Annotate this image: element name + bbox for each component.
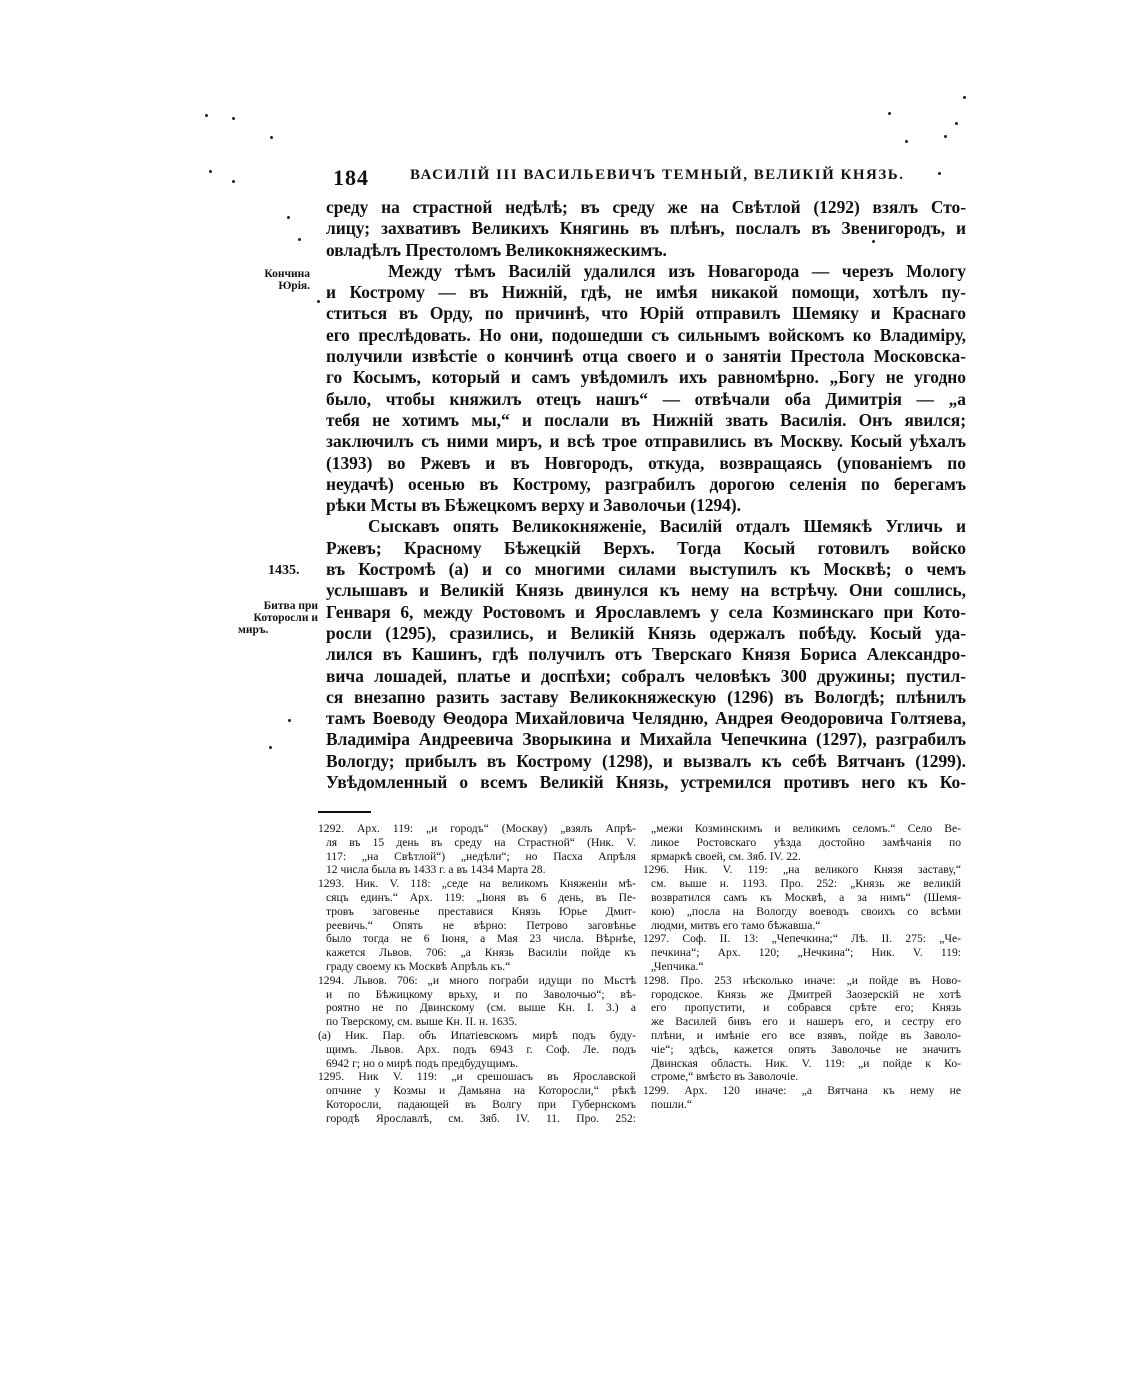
body-line: его преслѣдовать. Но они, подошедши съ сильнымъ войскомъ ко Владиміру, bbox=[326, 324, 966, 345]
margin-note-line: Кончина bbox=[264, 268, 310, 280]
footnote-line: кажется Львов. 706: „а Князь Василіи пойде къ bbox=[326, 946, 636, 960]
scan-speck bbox=[232, 180, 235, 183]
footnote-line: ля въ 15 день въ среду на Страстной“ (Ник. V. bbox=[326, 835, 636, 849]
scan-speck bbox=[209, 170, 212, 173]
footnotes-left-column bbox=[318, 822, 636, 1126]
body-line: услышавъ и Великій Князь двинулся къ нему на встрѣчу. Они сошлись, bbox=[326, 580, 966, 601]
footnote-line: „межи Козминскимъ и великимъ селомъ.“ Село Ве- bbox=[651, 822, 961, 835]
footnote-line: см. выше н. 1193. Про. 252: „Князь же великій bbox=[651, 877, 961, 891]
body-line: (1393) во Ржевъ и въ Новгородъ, откуда, возвращаясь (упованіемъ по bbox=[326, 452, 966, 473]
footnote-line: 1299. Арх. 120 иначе: „а Вятчана къ нему не bbox=[643, 1084, 961, 1098]
footnote-rule bbox=[318, 811, 371, 813]
body-text bbox=[326, 197, 966, 793]
page-number: 184 bbox=[333, 165, 369, 190]
margin-note-battle bbox=[226, 600, 318, 636]
body-line: вича лошадей, платье и доспѣхи; собралъ человѣкъ 300 дружины; пустил- bbox=[326, 665, 966, 686]
scan-speck bbox=[888, 112, 891, 115]
footnote-line: 1292. Арх. 119: „и городъ“ (Москву) „взялъ Апрѣ- bbox=[318, 822, 636, 835]
footnote-line: возвратился самъ къ Москвѣ, а за нимъ“ (Шемя- bbox=[651, 890, 961, 904]
scan-speck bbox=[288, 719, 291, 722]
margin-note-line: миръ. bbox=[238, 624, 269, 636]
footnote-line: ликое Ростовскаго уѣзда достойно замѣчанія по bbox=[651, 835, 961, 849]
footnote-line: опчине у Козмы и Дамьяна на Которосли,“ рѣкѣ bbox=[326, 1084, 636, 1098]
footnote-line: 1297. Соф. II. 13: „Чепечкина;“ Лѣ. II. 275: „Че- bbox=[643, 932, 961, 946]
scan-speck bbox=[963, 96, 966, 99]
body-line: Генваря 6, между Ростовомъ и Ярославлемъ у села Козминскаго при Кото- bbox=[326, 601, 966, 622]
body-line: ститься въ Орду, по причинѣ, что Юрій отправилъ Шемяку и Краснаго bbox=[326, 303, 966, 324]
footnote-line: печкина“; Арх. 120; „Нечкина“; Ник. V. 119: bbox=[651, 946, 961, 960]
footnote-line: 1293. Ник. V. 118: „седе на великомъ Княженіи мѣ- bbox=[318, 877, 636, 891]
footnote-line: городское. Князь же Дмитрей Заозерскій не хотѣ bbox=[651, 987, 961, 1001]
body-line: въ Костромѣ (а) и со многими силами выступилъ къ Москвѣ; о чемъ bbox=[326, 559, 966, 580]
footnote-line: же Василей бивъ его и нашеръ его, и сестру его bbox=[651, 1015, 961, 1029]
page-header bbox=[325, 163, 965, 193]
footnote-line: роятно не по Двинскому (см. выше Кн. I. 3.) а bbox=[326, 1001, 636, 1015]
scan-speck bbox=[298, 238, 301, 241]
footnote-line: плѣни, и имѣніе его все взявъ, пойде въ Заволо- bbox=[651, 1028, 961, 1042]
footnote-line: 117: „на Свѣтлой“) „недѣли“; но Пасха Апрѣля bbox=[326, 849, 636, 863]
body-line: было, чтобы княжилъ отецъ нашъ“ — отвѣчали оба Димитрія — „а bbox=[326, 388, 966, 409]
footnote-line: людми, митвъ его тамо бѣжавша.“ bbox=[651, 918, 821, 932]
running-head: ВАСИЛІЙ III ВАСИЛЬЕВИЧЪ ТЕМНЫЙ, ВЕЛИКІЙ КНЯЗЬ. bbox=[410, 167, 905, 183]
body-line: Вологду; прибылъ въ Кострому (1298), и вызвалъ къ себѣ Вятчанъ (1299). bbox=[326, 750, 966, 771]
footnote-line: кою) „посла на Вологду воеводъ своихъ со всѣми bbox=[651, 904, 961, 918]
margin-note-line: Юрія. bbox=[278, 280, 310, 292]
footnote-line: ярмаркѣ своей, см. Зяб. IV. 22. bbox=[651, 849, 801, 863]
footnote-line: тровъ заговенье преставися Князь Юрье Дмит- bbox=[326, 904, 636, 918]
body-line: Ржевъ; Красному Бѣжецкій Верхъ. Тогда Косый готовилъ войско bbox=[326, 537, 966, 558]
scan-speck bbox=[944, 135, 947, 138]
body-line: Между тѣмъ Василій удалился изъ Новагорода — черезъ Мологу bbox=[388, 260, 966, 281]
footnote-line: 1295. Ник V. 119: „и срешошасъ въ Ярославской bbox=[318, 1070, 636, 1084]
footnote-line: 6942 г; но о мирѣ подъ предбудущимъ. bbox=[326, 1056, 519, 1070]
body-line: тебя не хотимъ мы,“ и послали въ Нижній звать Василія. Онъ явился; bbox=[326, 409, 966, 430]
footnote-line: 12 числа была въ 1433 г. а въ 1434 Марта 28. bbox=[326, 863, 546, 877]
body-line: неудачѣ) осенью въ Кострому, разграбилъ дорогою селенія по берегамъ bbox=[326, 473, 966, 494]
footnote-line: сяцъ единъ.“ Арх. 119: „Іюня въ 6 день, въ Пе- bbox=[326, 890, 636, 904]
body-line: овладѣлъ Престоломъ Великокняжескимъ. bbox=[326, 239, 667, 260]
body-line: лился въ Кашинъ, гдѣ получилъ отъ Тверскаго Князя Бориса Александро- bbox=[326, 644, 966, 665]
footnote-line: Двинская область. Ник. V. 119: „и пойде к Ко- bbox=[651, 1056, 961, 1070]
scan-speck bbox=[232, 117, 235, 120]
body-line: получили извѣстіе о кончинѣ отца своего и о занятіи Престола Московска- bbox=[326, 346, 966, 367]
footnote-line: граду своему къ Москвѣ Апрѣль къ.“ bbox=[326, 959, 511, 973]
footnote-line: было тогда не 6 Іюня, а Мая 23 числа. Вѣрнѣе, bbox=[326, 932, 636, 946]
footnote-line: щимъ. Львов. Арх. подъ 6943 г. Соф. Ле. подъ bbox=[326, 1042, 636, 1056]
footnote-line: чіе“; здѣсь, кажется опять Заволочье не значитъ bbox=[651, 1042, 961, 1056]
footnote-line: городѣ Ярославлѣ, см. Зяб. IV. 11. Про. 252: bbox=[326, 1111, 636, 1125]
footnote-line: 1296. Ник. V. 119: „на великого Князя заставу,“ bbox=[643, 863, 961, 877]
body-line: го Косымъ, который и самъ увѣдомилъ ихъ равномѣрно. „Богу не угодно bbox=[326, 367, 966, 388]
scan-speck bbox=[269, 746, 272, 749]
footnote-line: 1294. Львов. 706: „и много пограби идущи по Мьстѣ bbox=[318, 973, 636, 987]
footnote-line: строме,“ вмѣсто въ Заволочіе. bbox=[651, 1070, 799, 1084]
scan-speck bbox=[905, 140, 908, 143]
footnote-line: 1298. Про. 253 нѣсколько иначе: „и пойде въ Ново- bbox=[643, 973, 961, 987]
body-line: среду на страстной недѣлѣ; въ среду же на Свѣтлой (1292) взялъ Сто- bbox=[326, 197, 966, 217]
body-line: Увѣдомленный о всемъ Великій Князь, устремился противъ него къ Ко- bbox=[326, 772, 966, 793]
margin-note-death-of-yuri bbox=[238, 268, 310, 292]
footnote-line: и по Бѣжицкому врьху, и по Заволочью“; вѣ- bbox=[326, 987, 636, 1001]
body-line: ся внезапно разить заставу Великокняжескую (1296) въ Вологдѣ; плѣнилъ bbox=[326, 686, 966, 707]
body-line: лицу; захвативъ Великихъ Княгинь въ плѣнъ, послалъ въ Звенигородъ, и bbox=[326, 218, 966, 239]
footnote-line: Которосли, падающей въ Волгу при Губернскомъ bbox=[326, 1097, 636, 1111]
margin-year: 1435. bbox=[268, 563, 300, 578]
footnote-line: его пропустити, и собрався срѣте его; Князь bbox=[651, 1001, 961, 1015]
body-line: и Кострому — въ Нижній, гдѣ, не имѣя никакой помощи, хотѣлъ пу- bbox=[326, 282, 966, 303]
body-line: заключилъ съ ними миръ, и всѣ трое отправились въ Москву. Косый уѣхалъ bbox=[326, 431, 966, 452]
body-line: Сыскавъ опять Великокняженіе, Василій отдалъ Шемякѣ Угличь и bbox=[368, 516, 966, 537]
scan-speck bbox=[287, 216, 290, 219]
body-line: тамъ Воеводу Ѳеодора Михайловича Челядню, Андрея Ѳеодоровича Голтяева, bbox=[326, 708, 966, 729]
scan-speck bbox=[205, 114, 208, 117]
footnotes-right-column bbox=[643, 822, 961, 1112]
footnote-line: „Чепчика.“ bbox=[651, 959, 704, 973]
footnote-line: пошли.“ bbox=[651, 1097, 692, 1111]
margin-note-line: Которосли и bbox=[253, 612, 318, 624]
footnote-line: реевичь.“ Опять не вѣрно: Петрово заговѣнье bbox=[326, 918, 636, 932]
scan-speck bbox=[317, 300, 320, 303]
margin-note-line: Битва при bbox=[263, 600, 318, 612]
scan-speck bbox=[270, 136, 273, 139]
footnote-line: по Тверскому, см. выше Кн. II. н. 1635. bbox=[326, 1015, 518, 1029]
body-line: рѣки Мсты въ Бѣжецкомъ верху и Заволочьи (1294). bbox=[326, 495, 742, 516]
body-line: росли (1295), сразились, и Великій Князь одержалъ побѣду. Косый уда- bbox=[326, 622, 966, 643]
footnote-line: (а) Ник. Пар. объ Ипатіевскомъ мирѣ подъ буду- bbox=[318, 1028, 636, 1042]
body-line: Владиміра Андреевича Зворыкина и Михайла Чепечкина (1297), разграбилъ bbox=[326, 729, 966, 750]
scan-speck bbox=[955, 122, 958, 125]
